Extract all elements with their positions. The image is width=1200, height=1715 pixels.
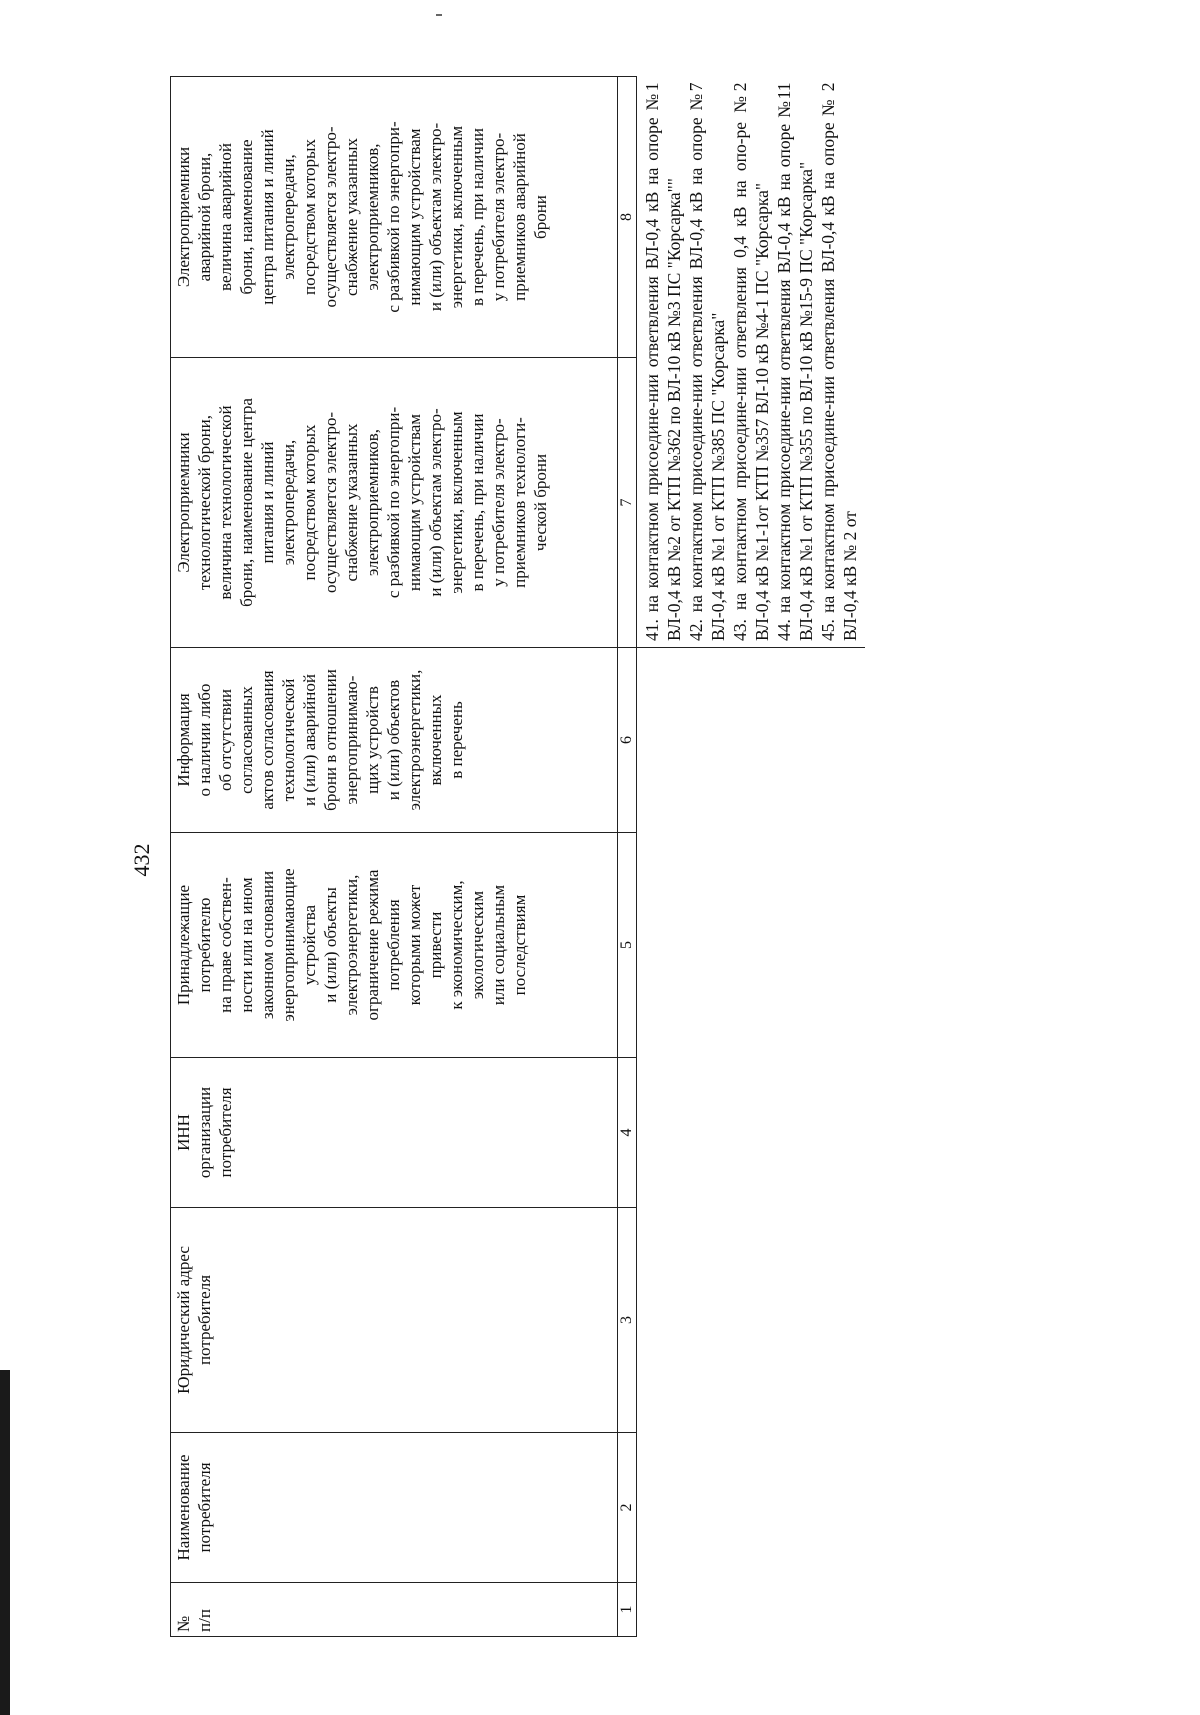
column-number: 6 [618, 648, 637, 833]
header-cell-consumer-name: Наименование потребителя [171, 1433, 618, 1583]
header-cell-agreement-info: Информация о наличии либо об отсутствии согласованных актов согласования технологической и (или) аварийной брони в отношении энергопринимаю- щих устройств и (или) объектов электроэнергетики, включенных в перечень [171, 648, 618, 833]
header-cell-number: № п/п [171, 1583, 618, 1637]
empty-area [637, 648, 866, 1637]
connection-points-list [637, 77, 866, 648]
column-number: 3 [618, 1208, 637, 1433]
column-number: 5 [618, 833, 637, 1058]
connection-point-entry: 44. на контактном присоедине-нии ответвления ВЛ-0,4 кВ на опоре №11 ВЛ-0,4 кВ №1 от КТП №355 по ВЛ-10 кВ №15-9 ПС "Корсарка" [774, 82, 816, 641]
column-number: 1 [618, 1583, 637, 1637]
table-body-row [637, 77, 866, 1637]
connection-point-entry: 42. на контактном присоедине-нии ответвления ВЛ-0,4 кВ на опоре №7 ВЛ-0,4 кВ №1 от КТП №385 ПС "Корсарка" [686, 82, 728, 641]
header-cell-technological-reserve: Электроприемники технологической брони, величина технологической брони, наименование центра питания и линий электропередачи, посредством которых осуществляется электро- снабжение указанных электроприемников, с разбивкой по энергопри- нимающим устройствам и (или) объектам электро- энергетики, включенным в перечень, при наличии у потребителя электро- приемников технологи- ческой брони [171, 358, 618, 648]
page-number: 432 [129, 843, 154, 877]
scan-edge-shadow [0, 1370, 10, 1715]
header-cell-devices: Принадлежащие потребителю на праве собствен- ности или на ином законном основании энергопринимающие устройства и (или) объекты электроэнергетики, ограничение режима потребления которыми может привести к экономическим, экологическим или социальным последствиям [171, 833, 618, 1058]
column-number: 2 [618, 1433, 637, 1583]
table-header-row [171, 77, 618, 1637]
rotated-landscape-page [75, 60, 1180, 1660]
header-cell-legal-address: Юридический адрес потребителя [171, 1208, 618, 1433]
column-number: 8 [618, 77, 637, 358]
header-cell-emergency-reserve: Электроприемники аварийной брони, величина аварийной брони, наименование центра питания и линий электропередачи, посредством которых осуществляется электро- снабжение указанных электроприемников, с разбивкой по энергопри- нимающим устройствам и (или) объектам электро- энергетики, включенным в перечень, при наличии у потребителя электро- приемников аварийной брони [171, 77, 618, 358]
consumer-table-wrapper [170, 77, 865, 1637]
column-number: 4 [618, 1058, 637, 1208]
connection-point-entry: 43. на контактном присоедине-нии ответвления 0,4 кВ на опо-ре №2 ВЛ-0,4 кВ №1-1от КТП №357 ВЛ-10 кВ №4-1 ПС "Корсарка" [730, 82, 772, 641]
column-number: 7 [618, 358, 637, 648]
connection-point-entry: 45. на контактном присоедине-нии ответвления ВЛ-0,4 кВ на опоре № 2 ВЛ-0,4 кВ № 2 от [818, 82, 860, 641]
column-number-row [618, 77, 637, 1637]
header-cell-inn: ИНН организации потребителя [171, 1058, 618, 1208]
scan-artifact-dash [436, 14, 442, 16]
connection-point-entry: 41. на контактном присоедине-нии ответвления ВЛ-0,4 кВ на опоре №1 ВЛ-0,4 кВ №2 от КТП №362 по ВЛ-10 кВ №3 ПС "Корсарка"" [642, 82, 684, 641]
consumer-table [170, 76, 865, 1637]
